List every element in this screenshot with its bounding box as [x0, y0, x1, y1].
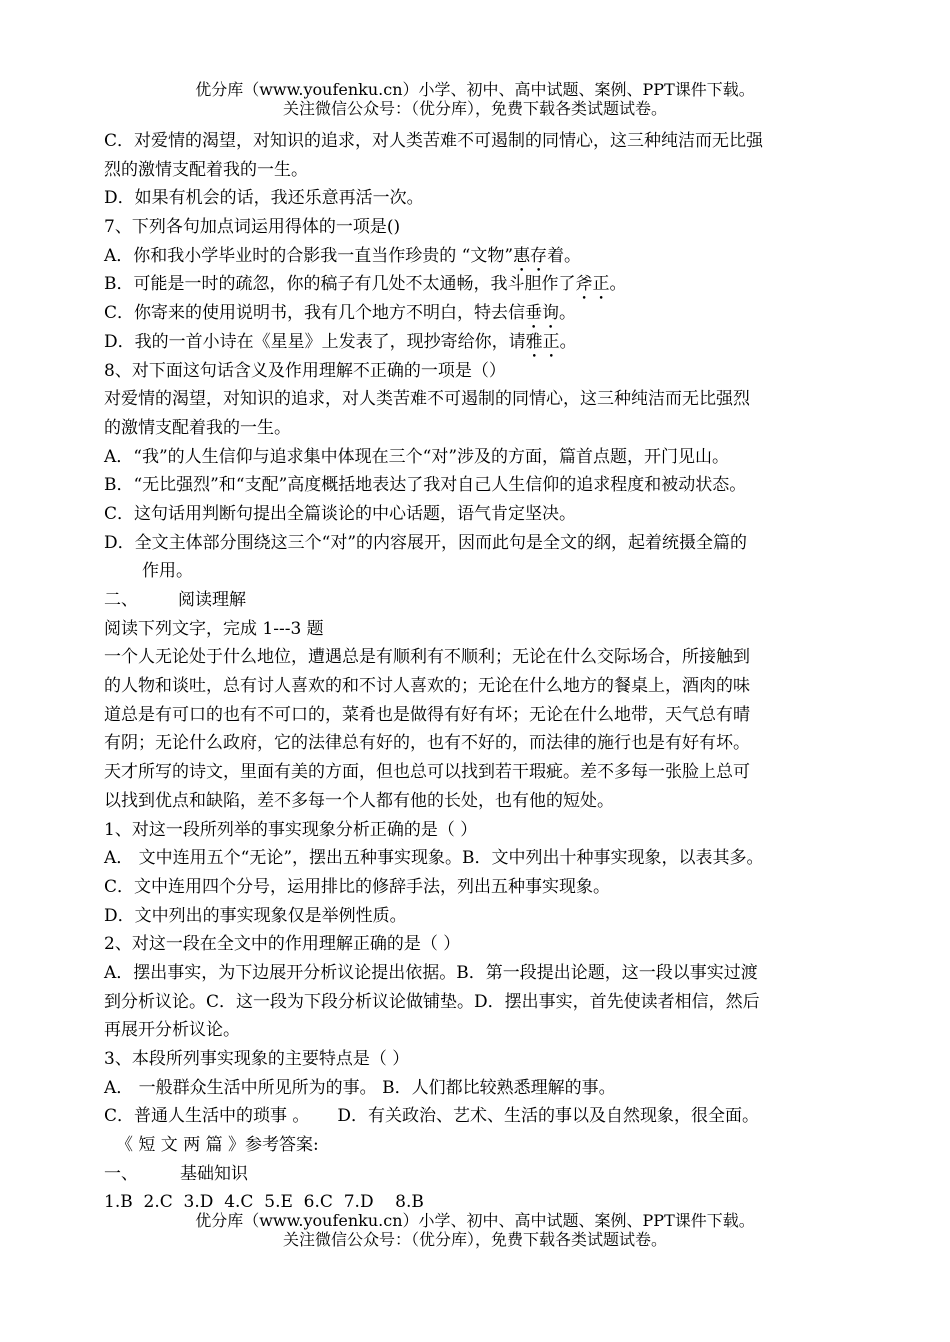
q8-option-c: C．这句话用判断句提出全篇谈论的中心话题，语气肯定坚决。: [104, 503, 577, 524]
answers-line: 1.B 2.C 3.D 4.C 5.E 6.C 7.D 8.B: [104, 1192, 424, 1213]
passage-line: 天才所写的诗文，里面有美的方面，但也总可以找到若干瑕疵。差不多每一张脸上总可: [104, 762, 750, 783]
q7-option-c: [104, 299, 864, 328]
footer-line-1: 优分库（www.youfenku.cn）小学、初中、高中试题、案例、PPT课件下载。: [195, 1211, 755, 1230]
reading-q1-stem: 1、对这一段所列举的事实现象分析正确的是（ ）: [104, 819, 478, 840]
q7-d-dotted-word: 雅正: [525, 331, 560, 352]
q8-stem: 8、对下面这句话含义及作用理解不正确的一项是（）: [104, 360, 506, 381]
q8-option-b: B．“无比强烈”和“支配”高度概括地表达了我对自己人生信仰的追求程度和被动状态。: [104, 475, 747, 496]
reading-q3-options-ab: A． 一般群众生活中所见所为的事。 B．人们都比较熟悉理解的事。: [104, 1077, 616, 1098]
reading-q3-option-c: C．普通人生活中的琐事 。: [104, 1106, 310, 1127]
q7-b-dotted-word: 斧正: [575, 274, 610, 295]
reading-q3-stem: 3、本段所列事实现象的主要特点是（ ）: [104, 1049, 410, 1069]
q7-b-end: 。: [609, 274, 627, 295]
header-line-2: 关注微信公众号：（优分库），免费下载各类试题试卷。: [282, 99, 667, 118]
q7-a-end: 着。: [547, 245, 582, 266]
q8-option-a: A．“我”的人生信仰与追求集中体现在三个“对”涉及的方面，篇首点题，开门见山。: [104, 446, 730, 467]
q8-option-d-line-1: D．全文主体部分围绕这三个“对”的内容展开，因而此句是全文的纲，起着统摄全篇的: [104, 532, 748, 553]
answers-section-title: 基础知识: [180, 1163, 248, 1184]
header-line-1: 优分库（www.youfenku.cn）小学、初中、高中试题、案例、PPT课件下载。: [195, 80, 755, 99]
section-2-heading: [104, 586, 864, 615]
q6-option-c-line-2: 烈的激情支配着我的一生。: [104, 159, 308, 180]
passage-line: 以找到优点和缺陷，差不多每一个人都有他的长处，也有他的短处。: [104, 790, 614, 811]
q7-option-a: [104, 242, 864, 271]
q7-option-b: [104, 270, 864, 299]
reading-q2-stem: 2、对这一段在全文中的作用理解正确的是（ ）: [104, 934, 461, 955]
q7-c-text: C．你寄来的使用说明书，我有几个地方不明白，特去信: [104, 303, 526, 324]
reading-q1-options-ab: A． 文中连用五个“无论”，摆出五种事实现象。B．文中列出十种事实现象，以表其多。: [104, 848, 764, 869]
q7-c-dotted-word: 垂询: [525, 303, 560, 324]
passage-line: 道总是有可口的也有不可口的，菜肴也是做得有好有坏；无论在什么地带，天气总有晴: [104, 704, 750, 725]
document-body: [104, 127, 864, 1217]
q8-quote-line-1: 对爱情的渴望，对知识的追求，对人类苦难不可遏制的同情心，这三种纯洁而无比强烈: [104, 389, 750, 410]
passage-line: 有阴；无论什么政府，它的法律总有好的，也有不好的，而法律的施行也是有好有坏。: [104, 733, 750, 754]
q7-a-text: A．你和我小学毕业时的合影我一直当作珍贵的 “文物”: [104, 245, 514, 266]
section-2-number: 二、: [104, 590, 138, 610]
q7-d-end: 。: [559, 331, 577, 352]
q7-option-d: [104, 328, 864, 357]
q6-option-c-line-1: C．对爱情的渴望，对知识的追求，对人类苦难不可遏制的同情心，这三种纯洁而无比强: [104, 131, 764, 151]
passage-line: 的人物和谈吐，总有讨人喜欢的和不讨人喜欢的；无论在什么地方的餐桌上，酒肉的味: [104, 676, 750, 697]
q7-d-text: D．我的一首小诗在《星星》上发表了，现抄寄给你，请: [104, 331, 526, 352]
q7-stem: 7、下列各句加点词运用得体的一项是(): [104, 217, 401, 238]
q8-option-d-line-2: 作用。: [142, 561, 193, 582]
reading-q2-options-line: 到分析议论。C．这一段为下段分析议论做铺垫。D．摆出事实，首先使读者相信，然后: [104, 991, 760, 1012]
footer-line-2: 关注微信公众号：（优分库），免费下载各类试题试卷。: [282, 1230, 667, 1249]
q6-option-d: D．如果有机会的话，我还乐意再活一次。: [104, 188, 424, 209]
page-footer: [0, 1211, 950, 1249]
reading-q2-options-line: 再展开分析议论。: [104, 1020, 240, 1041]
passage-line: 一个人无论处于什么地位，遭遇总是有顺利有不顺利；无论在什么交际场合，所接触到: [104, 647, 750, 668]
section-2-title: 阅读理解: [178, 590, 246, 610]
q7-a-dotted-word: 惠存: [513, 245, 548, 266]
reading-q2-options-line: A．摆出事实，为下边展开分析议论提出依据。B．第一段提出论题，这一段以事实过渡: [104, 962, 758, 983]
reading-q3-option-d: D．有关政治、艺术、生活的事以及自然现象，很全面。: [337, 1106, 760, 1127]
q8-quote-line-2: 的激情支配着我的一生。: [104, 417, 291, 438]
reading-q3-options-cd: [104, 1102, 864, 1131]
answers-section-heading: [104, 1160, 864, 1189]
q7-c-end: 。: [559, 303, 577, 324]
answers-title: 《 短 文 两 篇 》参考答案:: [116, 1135, 319, 1156]
reading-q1-option-d: D．文中列出的事实现象仅是举例性质。: [104, 905, 407, 926]
reading-instruction: 阅读下列文字，完成 1---3 题: [104, 618, 324, 639]
reading-q1-option-c: C．文中连用四个分号，运用排比的修辞手法，列出五种事实现象。: [104, 876, 611, 897]
q7-b-text: B．可能是一时的疏忽，你的稿子有几处不太通畅，我斗胆作了: [104, 274, 576, 295]
page-header: [0, 80, 950, 118]
answers-section-number: 一、: [104, 1163, 138, 1184]
